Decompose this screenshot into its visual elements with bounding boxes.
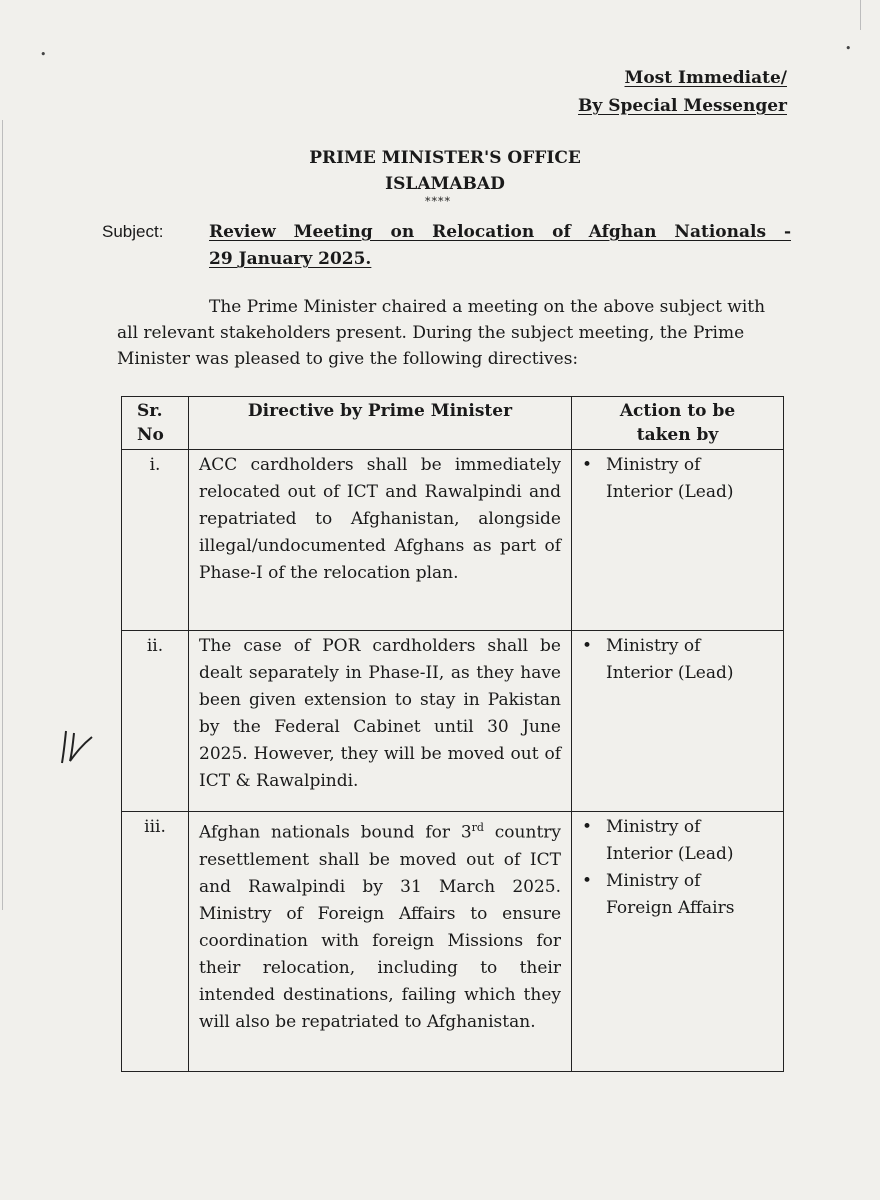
header-sr-no: Sr. No xyxy=(122,397,189,450)
row-directive: Afghan nationals bound for 3rd country resettlement shall be moved out of ICT and Rawalpindi by 31 March 2025. Ministry of Foreign Affairs to ensure coordination with foreign Missions for their relocation, including to their intended destinations, failing which they will also be repatriated to Afghanistan. xyxy=(189,812,572,1072)
row-sr: i. xyxy=(122,450,189,631)
scan-edge-right xyxy=(860,0,861,30)
bullet-icon: • xyxy=(582,817,593,837)
scan-edge-left xyxy=(2,120,3,910)
row-sr: iii. xyxy=(122,812,189,1072)
action-item xyxy=(582,868,771,922)
action-item xyxy=(582,633,771,687)
table-header-row xyxy=(122,397,784,450)
subject-label: Subject: xyxy=(102,222,164,241)
office-city: ISLAMABAD xyxy=(385,174,505,194)
subject-line-2: 29 January 2025. xyxy=(209,249,372,269)
separator-stars: **** xyxy=(425,195,451,208)
row-action xyxy=(572,631,784,812)
scan-speck: • xyxy=(845,42,852,55)
table-row xyxy=(122,450,784,631)
delivery-label: By Special Messenger xyxy=(578,96,787,116)
action-text: Ministry of Foreign Affairs xyxy=(606,871,735,918)
row-action xyxy=(572,450,784,631)
directives-table xyxy=(121,396,784,1072)
bullet-icon: • xyxy=(582,636,593,656)
office-heading xyxy=(0,145,880,197)
row-directive: ACC cardholders shall be immediately relocated out of ICT and Rawalpindi and repatriated to Afghanistan, alongside illegal/undocumented Afghans as part of Phase-I of the relocation plan. xyxy=(189,450,572,631)
row-sr: ii. xyxy=(122,631,189,812)
scan-speck: • xyxy=(40,48,47,61)
priority-label: Most Immediate/ xyxy=(624,68,787,88)
action-text: Ministry of Interior (Lead) xyxy=(606,455,734,502)
handwritten-initials-icon xyxy=(58,725,98,765)
table-row xyxy=(122,812,784,1072)
header-directive: Directive by Prime Minister xyxy=(189,397,572,450)
action-item xyxy=(582,452,771,506)
bullet-icon: • xyxy=(582,871,593,891)
intro-line-1: The Prime Minister chaired a meeting on the above subject with xyxy=(209,297,766,317)
row-directive: The case of POR cardholders shall be dealt separately in Phase-II, as they have been given extension to stay in Pakistan by the Federal Cabinet until 30 June 2025. However, they will be moved out of ICT & Rawalpindi. xyxy=(189,631,572,812)
bullet-icon: • xyxy=(582,455,593,475)
intro-line-2: all relevant stakeholders present. During the subject meeting, the Prime xyxy=(117,323,745,343)
table-row xyxy=(122,631,784,812)
subject-line-1: Review Meeting on Relocation of Afghan Nationals - xyxy=(209,222,791,242)
priority-header xyxy=(578,64,787,120)
row-action xyxy=(572,812,784,1072)
action-text: Ministry of Interior (Lead) xyxy=(606,817,734,864)
header-action: Action to be taken by xyxy=(572,397,784,450)
subject-title xyxy=(209,219,791,273)
action-text: Ministry of Interior (Lead) xyxy=(606,636,734,683)
intro-line-3: Minister was pleased to give the following directives: xyxy=(117,349,579,369)
action-item xyxy=(582,814,771,868)
intro-paragraph xyxy=(117,294,789,372)
office-name: PRIME MINISTER'S OFFICE xyxy=(309,148,581,168)
